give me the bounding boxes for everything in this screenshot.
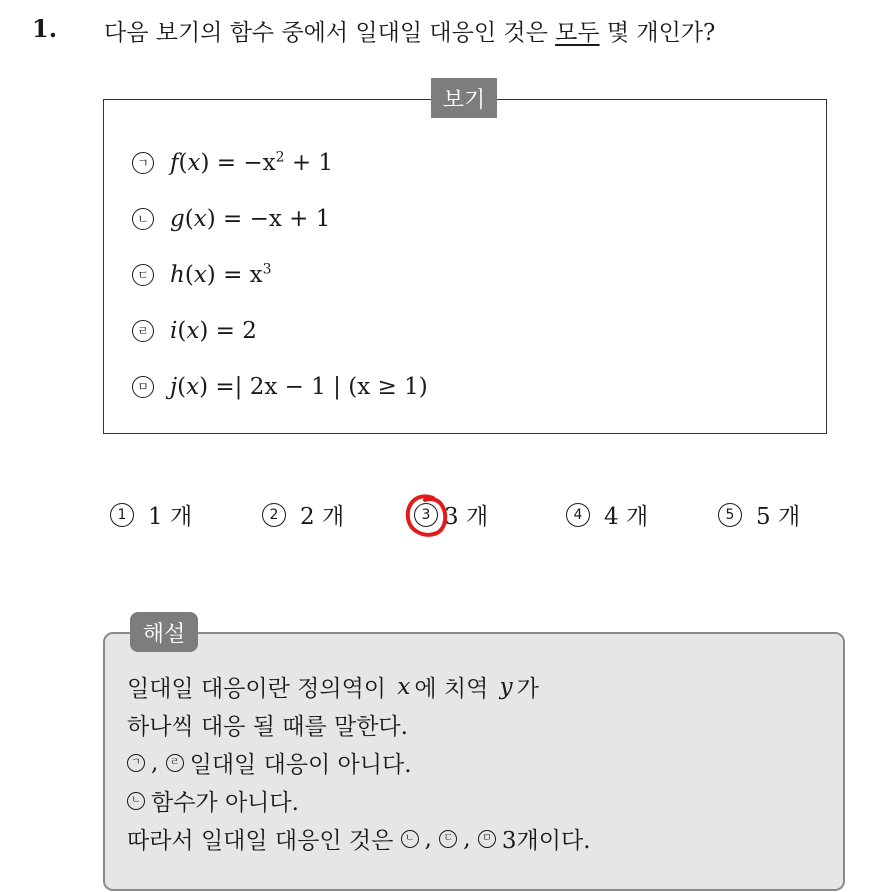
choice-2[interactable] [262, 498, 344, 531]
choice-label-3: 3 개 [444, 504, 489, 530]
solution-line-2: 하나씩 대응 될 때를 말한다. [127, 714, 408, 740]
choice-label-4: 4 개 [604, 504, 649, 530]
bogi-mark-2: ㄴ [132, 208, 154, 230]
question-text-underlined: 모두 [555, 20, 600, 46]
choice-number-4: 4 [566, 503, 590, 527]
bogi-expr-3: $h(x) = x^3$ [170, 261, 272, 288]
solution-line-3: ㄱ , ㄹ 일대일 대응이 아니다. [127, 746, 412, 779]
bogi-expr-5: j(x) =| 2x − 1 | (x ≥ 1) [170, 374, 428, 400]
solution-mark-mieum: ㅁ [478, 830, 496, 848]
bogi-mark-4: ㄹ [132, 320, 154, 342]
choice-number-3: 3 [414, 503, 438, 527]
choice-number-5: 5 [718, 503, 742, 527]
choice-5[interactable] [718, 498, 800, 531]
bogi-expr-2: g(x) = −x + 1 [170, 206, 331, 232]
bogi-item-4 [132, 318, 257, 344]
bogi-item-3 [132, 262, 272, 288]
question-text-before: 다음 보기의 함수 중에서 일대일 대응인 것은 [104, 20, 556, 46]
bogi-item-5 [132, 374, 428, 400]
question-text-after: 몇 개인가? [599, 20, 716, 46]
choice-label-1: 1 개 [148, 504, 193, 530]
bogi-mark-5: ㅁ [132, 376, 154, 398]
solution-line-4: ㄴ 함수가 아니다. [127, 784, 299, 817]
choice-number-2: 2 [262, 503, 286, 527]
solution-line-5: 따라서 일대일 대응인 것은 ㄴ , ㄷ , ㅁ 3개이다. [127, 825, 591, 854]
choice-3[interactable] [414, 498, 488, 531]
choice-label-5: 5 개 [756, 504, 801, 530]
solution-mark-nieun-2: ㄴ [401, 830, 419, 848]
bogi-mark-1: ㄱ [132, 152, 154, 174]
choice-number-1: 1 [110, 503, 134, 527]
bogi-expr-4: i(x) = 2 [170, 318, 257, 344]
solution-mark-rieul: ㄹ [166, 754, 184, 772]
question-number: 1. [32, 14, 58, 43]
solution-mark-digeut: ㄷ [439, 830, 457, 848]
solution-mark-giyeok: ㄱ [127, 754, 145, 772]
choice-4[interactable] [566, 498, 648, 531]
bogi-title: 보기 [431, 78, 497, 118]
bogi-mark-3: ㄷ [132, 264, 154, 286]
solution-title: 해설 [130, 612, 198, 652]
solution-line-1: 일대일 대응이란 정의역이 x 에 치역 y 가 [127, 673, 539, 702]
choice-label-2: 2 개 [300, 504, 345, 530]
question-text [104, 14, 715, 47]
solution-mark-nieun: ㄴ [127, 792, 145, 810]
bogi-expr-1: $f(x) = -x^2 + 1$ [170, 149, 334, 176]
choice-1[interactable] [110, 498, 192, 531]
bogi-item-2 [132, 206, 330, 232]
bogi-item-1 [132, 150, 333, 176]
